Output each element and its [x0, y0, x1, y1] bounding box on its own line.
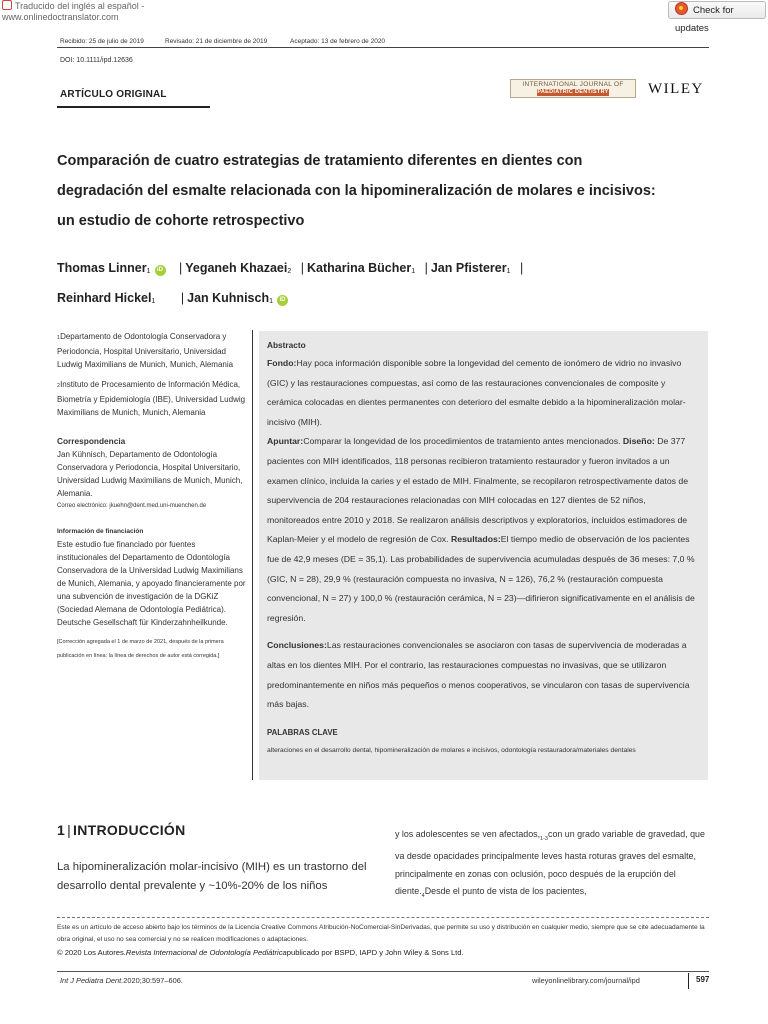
correspondence-heading: Correspondencia — [57, 436, 126, 446]
intro-right-column: y los adolescentes se ven $afectados,_{1-3}con$ un grado variable de gravedad, que va desde opacidades principalmente leves hasta roturas graves del esmalte, principalmente en zonas con oclusión, poco después de la erupción del $diente._4Desde$ el punto de vista de los pacientes, — [395, 829, 705, 900]
section-heading-introduction: 1 | INTRODUCCIÓN — [57, 822, 186, 838]
abstract-panel — [259, 331, 708, 780]
translation-banner[interactable] — [0, 0, 252, 22]
journal-logo-line2: PAEDIATRIC DENTISTRY — [537, 89, 609, 95]
journal-citation: Int J Pediatra Dent.2020;30:597–606. — [60, 976, 183, 985]
author-line-2: Reinhard Hickel$_1$ | Jan Kuhnisch$_1$ iD — [57, 285, 677, 315]
author-name[interactable]: Reinhard Hickel$_1$ — [57, 291, 156, 305]
copyright-line: © 2020 Los Autores.Revista Internacional de Odontología Pediátricapublicado por BSPD, IAPD y John Wiley & Sons Ltd. — [57, 948, 464, 957]
conclusions — [267, 636, 700, 714]
license-separator — [57, 917, 709, 918]
publisher-logo[interactable]: WILEY — [648, 81, 704, 97]
header-rule — [57, 47, 709, 48]
results-label: Resultados: — [451, 534, 501, 545]
citation-ref[interactable]: 1-3 — [540, 835, 548, 842]
conclusions-label: Conclusiones: — [267, 640, 327, 651]
author-name[interactable]: Jan Pfisterer$_1$ — [430, 261, 511, 275]
translation-banner-text: Traducido del inglés al español - www.onlinedoctranslator.com — [2, 1, 145, 22]
aim-text: Comparar la longevidad de los procedimientos de tratamiento antes mencionados. — [303, 436, 621, 447]
author-name[interactable]: Thomas Linner$_1$ — [57, 261, 151, 275]
background-label: Fondo: — [267, 358, 297, 368]
correspondence-text: Jan Kühnisch, Departamento de Odontología Conservadora y Periodoncia, Hospital Universitario, Universidad Ludwig Maximilians de Munich, Munich, Alemania. — [57, 450, 243, 498]
author-name[interactable]: Katharina Bücher$_1$ — [307, 261, 416, 275]
footer-rule — [57, 971, 709, 972]
license-text: Este es un artículo de acceso abierto bajo los términos de la Licencia Creative Commons Atribución-NoComercial-SinDerivadas, que permite su uso y distribución en cualquier medio, siempre que se cite adecuadamente la obra original, el uso no sea comercial y no se realicen modificaciones o adaptaciones. — [57, 924, 705, 943]
journal-url[interactable]: wileyonlinelibrary.com/journal/ipd — [532, 976, 640, 985]
doi[interactable]: DOI: 10.1111/ipd.12636 — [60, 57, 133, 64]
intro-left-column: La hipomineralización molar-incisivo (MIH) es un trastorno del desarrollo dental prevalente y ~10%-20% de los niños — [57, 861, 367, 892]
journal-logo-line1: INTERNATIONAL JOURNAL OF — [522, 81, 624, 88]
article-info-sidebar — [57, 330, 247, 663]
check-for-updates-label: Check for updates — [675, 5, 734, 34]
page-number-divider — [688, 973, 689, 989]
column-divider — [252, 330, 253, 780]
article-title: Comparación de cuatro estrategias de tratamiento diferentes en dientes con degradación del esmalte relacionada con la hipomineralización de molares e incisivos: un estudio de cohorte retrospectivo — [57, 153, 656, 229]
citation-ref[interactable]: 4 — [421, 893, 425, 900]
author-line-1: Thomas Linner$_1$ iD | Yeganeh Khazaei$_2$ | Katharina Bücher$_1$ | Jan Pfisterer$_1$ | — [57, 261, 524, 275]
design-text: De 377 pacientes con MIH identificados, 118 personas recibieron tratamiento restaurador y fueron invitados a un examen clínico, incluida la caries y el estado de MIH. Finalmente, se recopilaron retrospectivamente datos de supervivencia de 204 restauraciones relacionadas con MIH colocadas en 127 dientes de 52 niños, monitoreados entre 2010 y 2018. Se realizaron análisis descriptivos y exploratorios, incluidos estimadores de Kaplan-Meier y el modelo de regresión de Cox. — [267, 436, 689, 545]
journal-logo[interactable] — [510, 79, 636, 98]
design-label: Diseño: — [622, 436, 655, 447]
check-for-updates-button[interactable] — [668, 1, 766, 34]
author-list — [57, 255, 677, 315]
article-type-rule — [57, 106, 210, 108]
author-name[interactable]: Yeganeh Khazaei$_2$ — [185, 261, 292, 275]
correction-note: [Corrección agregada el 1 de marzo de 2021, después de la primera publicación en línea: la línea de derechos de autor está corregida.] — [57, 639, 224, 659]
author-name[interactable]: Jan Kuhnisch$_1$ — [187, 291, 273, 305]
section-number: 1 — [57, 822, 66, 838]
article-type: ARTÍCULO ORIGINAL — [60, 89, 167, 100]
keywords-text: alteraciones en el desarrollo dental, hipomineralización de molares e incisivos, odontología restauradora/materiales dentales — [267, 747, 636, 755]
abstract-heading: Abstracto — [267, 340, 306, 350]
crossmark-icon — [675, 2, 688, 15]
conclusions-text: Las restauraciones convencionales se asociaron con tasas de supervivencia de moderadas a altas en los dientes MIH. Por el contrario, las restauraciones compuestas no invasivas, que se utilizaron predominantemente en niños más pequeños o menos cooperativos, se vincularon con tasas de supervivencia más bajas. — [267, 640, 690, 710]
affiliation-2: 2Instituto de Procesamiento de Información Médica, Biometría y Epidemiología (IBE), Universidad Ludwig Maximilians de Munich, Munich, Alemania — [57, 380, 246, 417]
received-date: Recibido: 25 de julio de 2019 — [60, 38, 144, 45]
affiliation-1: 1Departamento de Odontología Conservadora y Periodoncia, Hospital Universitario, Universidad Ludwig Maximilians de Munich, Munich, Alemania — [57, 332, 234, 369]
results-text: El tiempo medio de observación de los pacientes fue de 42,9 meses (DE = 35,1). Las probabilidades de supervivencia acumuladas después de 36 meses: 7,0 % (GIC, N = 28), 29,9 % (restauración compuesta no invasiva, N = 126), 76,2 % (restauración compuesta convencional, N = 27) y 100,0 % (restauración cerámica, N = 23)—difirieron significativamente en el análisis de regresión. — [267, 534, 695, 623]
abstract-body — [267, 354, 700, 628]
funding-text: Este estudio fue financiado por fuentes institucionales del Departamento de Odontología Conservadora de la Universidad Ludwig Maximilians de Munich, Alemania, y apoyado financieramente por una subvención de investigación de la DGKiZ (Sociedad Alemana de Odontología Pediátrica). Deutsche Gesellschaft für Kinderzahnheilkunde. — [57, 540, 246, 627]
document-icon — [2, 0, 12, 10]
correspondence-email[interactable]: Correo electrónico: jkuehn@dent.med.uni-muenchen.de — [57, 503, 207, 509]
section-title: INTRODUCCIÓN — [73, 822, 186, 838]
accepted-date: Aceptado: 13 de febrero de 2020 — [290, 38, 386, 45]
aim-label: Apuntar: — [267, 436, 304, 447]
orcid-icon[interactable]: iD — [155, 265, 166, 276]
orcid-icon[interactable]: iD — [277, 295, 288, 306]
background-text: Hay poca información disponible sobre la longevidad del cemento de ionómero de vidrio no invasivo (GIC) y las restauraciones compuestas, así como de las restauraciones convencionales de composite y cerámica colocadas en dientes permanentes con deterioro del esmalte debido a la hipomineralización molar-incisivo (MIH). — [267, 358, 686, 427]
page-number: 597 — [696, 975, 710, 984]
keywords-heading: PALABRAS CLAVE — [267, 727, 338, 737]
funding-heading: Información de financiación — [57, 528, 144, 535]
revised-date: Revisado: 21 de diciembre de 2019 — [165, 38, 268, 45]
